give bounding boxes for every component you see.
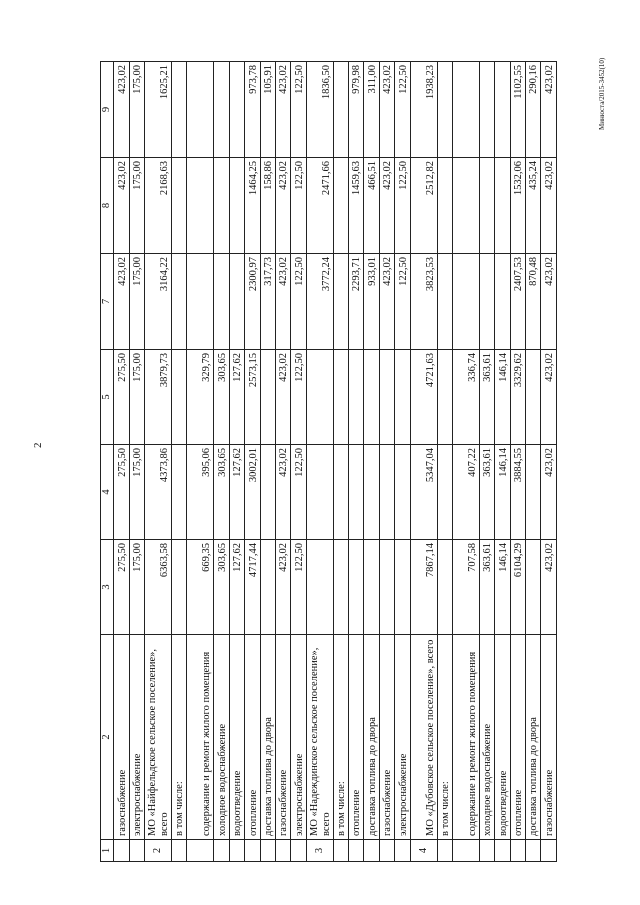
row-name: в том числе: bbox=[333, 635, 348, 840]
value-cell: 3884,55 bbox=[510, 445, 525, 540]
row-number bbox=[379, 840, 394, 862]
value-cell: 122,50 bbox=[291, 350, 306, 445]
table-row bbox=[145, 62, 172, 862]
value-cell bbox=[526, 540, 541, 635]
value-cell bbox=[364, 540, 379, 635]
value-cell: 1532,06 bbox=[510, 158, 525, 254]
value-cell: 6104,29 bbox=[510, 540, 525, 635]
value-cell: 336,74 bbox=[452, 350, 479, 445]
value-cell bbox=[333, 445, 348, 540]
value-cell: 407,22 bbox=[452, 445, 479, 540]
row-name: газоснабжение bbox=[541, 635, 557, 840]
value-cell: 423,02 bbox=[275, 540, 290, 635]
row-number bbox=[275, 840, 290, 862]
document-code: Минюста/2015-3452(10) bbox=[598, 57, 606, 130]
row-number bbox=[395, 840, 410, 862]
value-cell bbox=[260, 350, 275, 445]
header-cell: 5 bbox=[101, 350, 114, 445]
value-cell bbox=[479, 254, 494, 350]
value-cell: 2512,82 bbox=[410, 158, 437, 254]
row-number bbox=[187, 840, 214, 862]
value-cell bbox=[260, 540, 275, 635]
value-cell bbox=[260, 445, 275, 540]
tariff-table bbox=[100, 61, 557, 862]
row-name: электроснабжение bbox=[129, 635, 144, 840]
value-cell bbox=[452, 62, 479, 158]
value-cell: 3879,73 bbox=[145, 350, 172, 445]
value-cell: 275,50 bbox=[114, 350, 129, 445]
header-cell: 1 bbox=[101, 840, 114, 862]
row-number bbox=[245, 840, 260, 862]
table-row bbox=[495, 62, 510, 862]
row-name: газоснабжение bbox=[379, 635, 394, 840]
row-name: газоснабжение bbox=[114, 635, 129, 840]
value-cell: 3772,24 bbox=[306, 254, 333, 350]
value-cell: 5347,04 bbox=[410, 445, 437, 540]
value-cell bbox=[452, 254, 479, 350]
value-cell: 4373,86 bbox=[145, 445, 172, 540]
value-cell: 435,24 bbox=[526, 158, 541, 254]
table-row bbox=[410, 62, 437, 862]
row-name: отопление bbox=[245, 635, 260, 840]
value-cell bbox=[306, 445, 333, 540]
value-cell: 423,02 bbox=[379, 158, 394, 254]
row-number bbox=[229, 840, 244, 862]
value-cell: 3002,01 bbox=[245, 445, 260, 540]
table-row bbox=[129, 62, 144, 862]
value-cell bbox=[452, 158, 479, 254]
row-number bbox=[129, 840, 144, 862]
row-name: отопление bbox=[349, 635, 364, 840]
value-cell: 122,50 bbox=[395, 62, 410, 158]
value-cell bbox=[437, 540, 452, 635]
header-cell: 2 bbox=[101, 635, 114, 840]
value-cell: 122,50 bbox=[291, 540, 306, 635]
value-cell: 127,62 bbox=[229, 445, 244, 540]
value-cell: 423,02 bbox=[275, 445, 290, 540]
value-cell: 466,51 bbox=[364, 158, 379, 254]
value-cell bbox=[333, 62, 348, 158]
value-cell: 175,00 bbox=[129, 350, 144, 445]
value-cell bbox=[495, 158, 510, 254]
value-cell: 329,79 bbox=[187, 350, 214, 445]
row-name: холодное водоснабжение bbox=[479, 635, 494, 840]
value-cell: 3329,62 bbox=[510, 350, 525, 445]
value-cell: 423,02 bbox=[275, 62, 290, 158]
value-cell: 363,61 bbox=[479, 445, 494, 540]
row-number bbox=[510, 840, 525, 862]
table-row bbox=[333, 62, 348, 862]
table-row bbox=[214, 62, 229, 862]
value-cell bbox=[214, 158, 229, 254]
row-name: содержание и ремонт жилого помещения bbox=[187, 635, 214, 840]
row-name: отопление bbox=[510, 635, 525, 840]
table-row bbox=[526, 62, 541, 862]
row-number: 4 bbox=[410, 840, 437, 862]
value-cell bbox=[526, 445, 541, 540]
table-row bbox=[172, 62, 187, 862]
value-cell bbox=[229, 254, 244, 350]
value-cell: 1464,25 bbox=[245, 158, 260, 254]
row-number bbox=[291, 840, 306, 862]
value-cell: 395,06 bbox=[187, 445, 214, 540]
value-cell: 2293,71 bbox=[349, 254, 364, 350]
value-cell bbox=[479, 62, 494, 158]
value-cell: 423,02 bbox=[114, 254, 129, 350]
value-cell: 1625,21 bbox=[145, 62, 172, 158]
value-cell bbox=[333, 350, 348, 445]
value-cell bbox=[172, 62, 187, 158]
table-row bbox=[245, 62, 260, 862]
row-name: доставка топлива до двора bbox=[364, 635, 379, 840]
table-row bbox=[395, 62, 410, 862]
value-cell: 669,35 bbox=[187, 540, 214, 635]
value-cell: 311,00 bbox=[364, 62, 379, 158]
value-cell: 317,73 bbox=[260, 254, 275, 350]
page-number: 2 bbox=[32, 442, 44, 448]
value-cell: 122,50 bbox=[395, 158, 410, 254]
table-row bbox=[114, 62, 129, 862]
value-cell: 146,14 bbox=[495, 445, 510, 540]
row-number bbox=[541, 840, 557, 862]
value-cell bbox=[172, 445, 187, 540]
header-cell: 3 bbox=[101, 540, 114, 635]
value-cell: 290,16 bbox=[526, 62, 541, 158]
value-cell: 1836,50 bbox=[306, 62, 333, 158]
value-cell: 707,58 bbox=[452, 540, 479, 635]
row-name: электроснабжение bbox=[395, 635, 410, 840]
value-cell: 423,02 bbox=[275, 254, 290, 350]
value-cell: 423,02 bbox=[541, 445, 557, 540]
row-number: 3 bbox=[306, 840, 333, 862]
value-cell: 122,50 bbox=[291, 445, 306, 540]
value-cell bbox=[437, 445, 452, 540]
value-cell bbox=[379, 445, 394, 540]
header-cell: 8 bbox=[101, 158, 114, 254]
value-cell: 6363,58 bbox=[145, 540, 172, 635]
row-number bbox=[349, 840, 364, 862]
value-cell: 423,02 bbox=[541, 62, 557, 158]
value-cell: 175,00 bbox=[129, 158, 144, 254]
row-number bbox=[214, 840, 229, 862]
row-number bbox=[172, 840, 187, 862]
value-cell bbox=[495, 254, 510, 350]
value-cell: 275,50 bbox=[114, 445, 129, 540]
table-row bbox=[229, 62, 244, 862]
value-cell: 2471,66 bbox=[306, 158, 333, 254]
value-cell bbox=[229, 158, 244, 254]
value-cell bbox=[172, 540, 187, 635]
value-cell: 275,50 bbox=[114, 540, 129, 635]
value-cell bbox=[349, 540, 364, 635]
value-cell: 122,50 bbox=[291, 62, 306, 158]
row-number bbox=[260, 840, 275, 862]
value-cell bbox=[379, 540, 394, 635]
value-cell: 363,61 bbox=[479, 350, 494, 445]
value-cell bbox=[172, 158, 187, 254]
row-number bbox=[526, 840, 541, 862]
row-name: водоотведение bbox=[495, 635, 510, 840]
table-row bbox=[510, 62, 525, 862]
value-cell: 175,00 bbox=[129, 254, 144, 350]
value-cell bbox=[306, 540, 333, 635]
rotated-table-wrapper bbox=[100, 62, 557, 862]
value-cell: 7867,14 bbox=[410, 540, 437, 635]
value-cell bbox=[437, 350, 452, 445]
table-row bbox=[437, 62, 452, 862]
value-cell: 158,86 bbox=[260, 158, 275, 254]
value-cell bbox=[333, 254, 348, 350]
value-cell: 1459,63 bbox=[349, 158, 364, 254]
value-cell bbox=[395, 350, 410, 445]
value-cell: 1102,55 bbox=[510, 62, 525, 158]
table-row bbox=[379, 62, 394, 862]
value-cell bbox=[395, 540, 410, 635]
value-cell bbox=[333, 540, 348, 635]
value-cell: 423,02 bbox=[114, 62, 129, 158]
row-number bbox=[364, 840, 379, 862]
table-row bbox=[364, 62, 379, 862]
value-cell bbox=[479, 158, 494, 254]
row-name: в том числе: bbox=[437, 635, 452, 840]
value-cell bbox=[187, 158, 214, 254]
value-cell: 979,98 bbox=[349, 62, 364, 158]
value-cell: 175,00 bbox=[129, 445, 144, 540]
value-cell bbox=[495, 62, 510, 158]
value-cell: 1938,23 bbox=[410, 62, 437, 158]
value-cell: 127,62 bbox=[229, 540, 244, 635]
value-cell bbox=[437, 158, 452, 254]
value-cell bbox=[349, 350, 364, 445]
table-row bbox=[479, 62, 494, 862]
table-row bbox=[349, 62, 364, 862]
value-cell: 122,50 bbox=[291, 158, 306, 254]
value-cell: 423,02 bbox=[275, 350, 290, 445]
value-cell bbox=[187, 62, 214, 158]
table-row bbox=[260, 62, 275, 862]
row-name: доставка топлива до двора bbox=[526, 635, 541, 840]
table-row bbox=[275, 62, 290, 862]
value-cell bbox=[364, 350, 379, 445]
header-cell: 7 bbox=[101, 254, 114, 350]
row-number bbox=[437, 840, 452, 862]
row-name: МО «Найфельдское сельское поселение», всего bbox=[145, 635, 172, 840]
table-row bbox=[187, 62, 214, 862]
value-cell: 2168,63 bbox=[145, 158, 172, 254]
value-cell bbox=[214, 254, 229, 350]
value-cell: 423,02 bbox=[379, 62, 394, 158]
value-cell: 870,48 bbox=[526, 254, 541, 350]
value-cell bbox=[364, 445, 379, 540]
table-row bbox=[291, 62, 306, 862]
row-name: холодное водоснабжение bbox=[214, 635, 229, 840]
value-cell: 423,02 bbox=[541, 254, 557, 350]
value-cell: 3164,22 bbox=[145, 254, 172, 350]
row-number bbox=[495, 840, 510, 862]
row-number bbox=[452, 840, 479, 862]
value-cell: 175,00 bbox=[129, 540, 144, 635]
row-name: содержание и ремонт жилого помещения bbox=[452, 635, 479, 840]
value-cell: 423,02 bbox=[379, 254, 394, 350]
value-cell: 4721,63 bbox=[410, 350, 437, 445]
row-name: газоснабжение bbox=[275, 635, 290, 840]
header-cell: 9 bbox=[101, 62, 114, 158]
value-cell: 175,00 bbox=[129, 62, 144, 158]
value-cell: 423,02 bbox=[541, 158, 557, 254]
value-cell: 423,02 bbox=[275, 158, 290, 254]
value-cell: 2300,97 bbox=[245, 254, 260, 350]
value-cell: 2573,15 bbox=[245, 350, 260, 445]
table-row bbox=[541, 62, 557, 862]
value-cell bbox=[214, 62, 229, 158]
row-number bbox=[333, 840, 348, 862]
value-cell bbox=[172, 350, 187, 445]
table-header-row bbox=[101, 62, 114, 862]
value-cell: 933,01 bbox=[364, 254, 379, 350]
row-name: в том числе: bbox=[172, 635, 187, 840]
value-cell: 105,91 bbox=[260, 62, 275, 158]
row-name: водоотведение bbox=[229, 635, 244, 840]
value-cell: 423,02 bbox=[541, 350, 557, 445]
value-cell bbox=[437, 62, 452, 158]
value-cell: 146,14 bbox=[495, 540, 510, 635]
value-cell: 303,65 bbox=[214, 350, 229, 445]
value-cell bbox=[349, 445, 364, 540]
value-cell: 303,65 bbox=[214, 445, 229, 540]
value-cell: 423,02 bbox=[541, 540, 557, 635]
value-cell bbox=[333, 158, 348, 254]
value-cell bbox=[229, 62, 244, 158]
row-number bbox=[479, 840, 494, 862]
value-cell bbox=[172, 254, 187, 350]
value-cell: 146,14 bbox=[495, 350, 510, 445]
row-name: доставка топлива до двора bbox=[260, 635, 275, 840]
row-name: МО «Надеждинское сельское поселение», всего bbox=[306, 635, 333, 840]
value-cell: 303,65 bbox=[214, 540, 229, 635]
value-cell bbox=[187, 254, 214, 350]
value-cell: 363,61 bbox=[479, 540, 494, 635]
value-cell bbox=[526, 350, 541, 445]
table-row bbox=[452, 62, 479, 862]
row-name: электроснабжение bbox=[291, 635, 306, 840]
value-cell bbox=[395, 445, 410, 540]
value-cell: 2407,53 bbox=[510, 254, 525, 350]
value-cell: 973,78 bbox=[245, 62, 260, 158]
value-cell: 3823,53 bbox=[410, 254, 437, 350]
value-cell: 4717,44 bbox=[245, 540, 260, 635]
value-cell: 423,02 bbox=[114, 158, 129, 254]
value-cell: 127,62 bbox=[229, 350, 244, 445]
table-row bbox=[306, 62, 333, 862]
row-number bbox=[114, 840, 129, 862]
value-cell: 122,50 bbox=[395, 254, 410, 350]
value-cell bbox=[437, 254, 452, 350]
value-cell bbox=[379, 350, 394, 445]
value-cell bbox=[306, 350, 333, 445]
header-cell: 4 bbox=[101, 445, 114, 540]
row-number: 2 bbox=[145, 840, 172, 862]
row-name: МО «Дубовское сельское поселение», всего bbox=[410, 635, 437, 840]
value-cell: 122,50 bbox=[291, 254, 306, 350]
